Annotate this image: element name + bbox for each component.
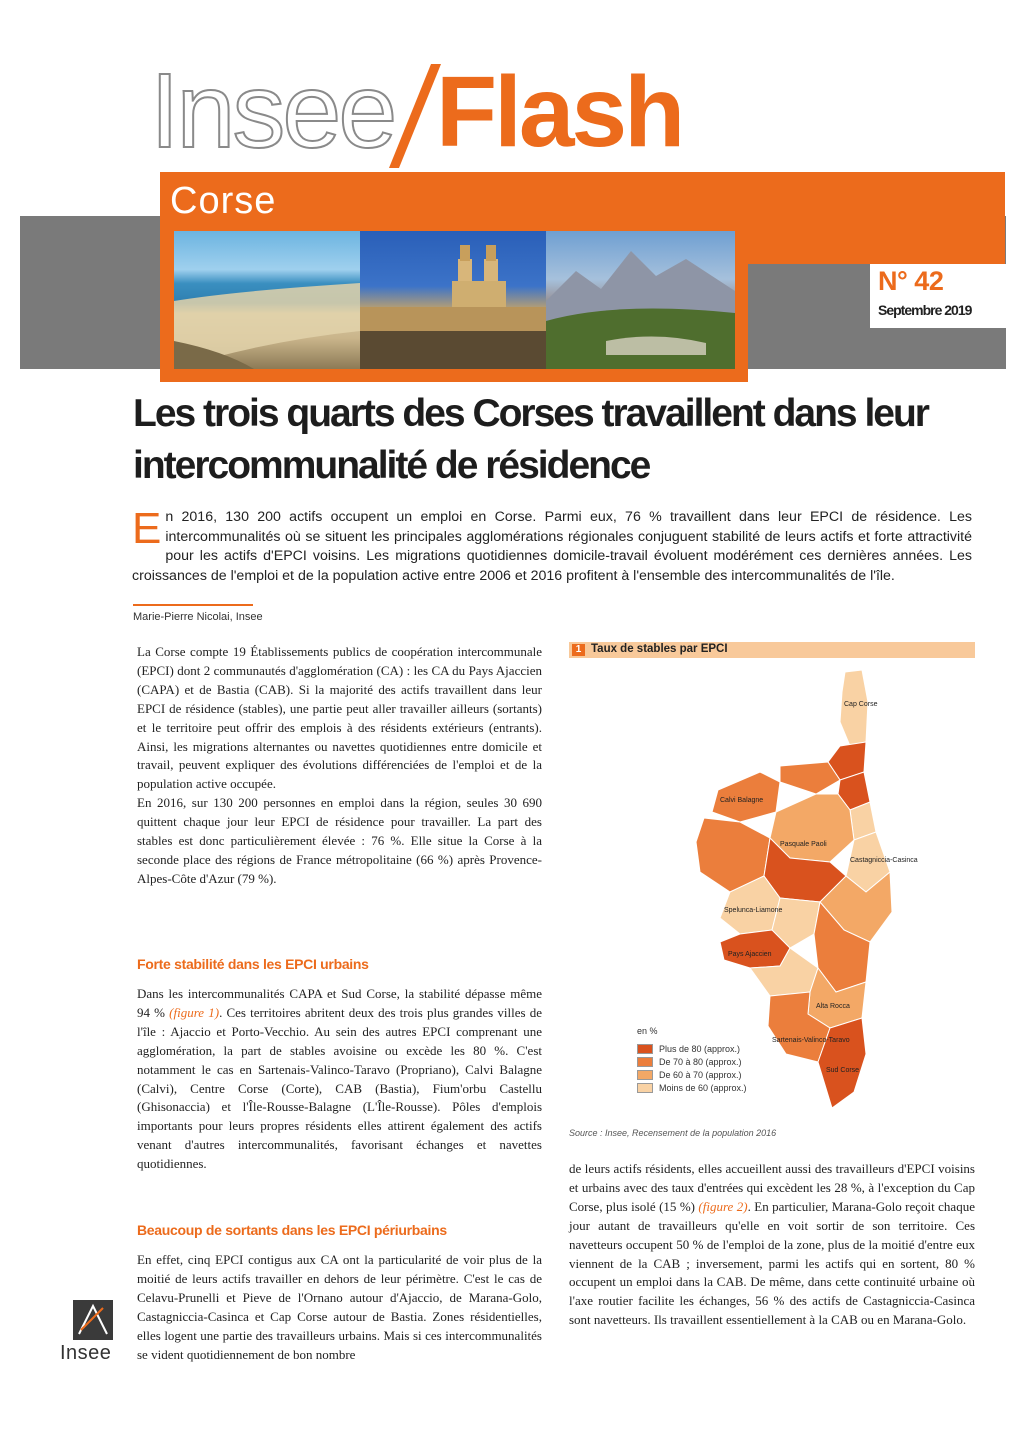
paragraph-stables-2016: En 2016, sur 130 200 personnes en emploi dans la région, seules 30 690 quittent chaque jour leur EPCI de résidence pour travailler. La part des stables est donc particulièrement élevée : 76 %. Elle situe la Corse à la seconde place des régions de France métropolitaine (66 %) après Provence-Alpes-Côte d'Azur (79 %). [137,795,542,886]
issue-date: Septembre 2019 [878,302,972,318]
paragraph-urban-stability [137,985,542,1174]
figure-source: Source : Insee, Recensement de la population 2016 [569,1128,777,1138]
map-label-castagniccia: Castagniccia-Casinca [850,857,918,864]
legend-swatch-3 [637,1070,653,1080]
legend-label-2: De 70 à 80 (approx.) [659,1056,742,1067]
map-label-sud-corse: Sud Corse [826,1067,860,1074]
figure-number: 1 [572,644,585,656]
right-col-text [569,1160,975,1330]
map-label-pays-ajaccien: Pays Ajaccien [728,951,772,958]
author-line: Marie-Pierre Nicolai, Insee [133,611,263,623]
map-label-alta-rocca: Alta Rocca [816,1003,850,1010]
map-label-spelunca: Spelunca-Liamone [724,907,783,914]
legend-label-1: Plus de 80 (approx.) [659,1043,741,1054]
legend-title: en % [637,1026,658,1036]
logo-slash [389,64,441,168]
legend-label-3: De 60 à 70 (approx.) [659,1069,742,1080]
logo-flash-text: Flash [436,56,683,168]
paragraph-periurban: En effet, cinq EPCI contigus aux CA ont la particularité de voir plus de la moitié de leurs actifs travailler en dehors de leur périmètre. C'est le cas de Celavu-Prunelli et Pieve de l'Ornano autour d'Ajaccio, de Marana-Golo, Castagniccia-Casinca et Cap Corse autour de Bastia. Zones résidentielles, elles logent une partie des travailleurs urbains. Mais si ces intercommunalités se vident quotidiennement de bon nombre [137,1252,542,1362]
paragraph-epci-intro: La Corse compte 19 Établissements publics de coopération intercommunale (EPCI) dont 2 communautés d'agglomération (CA) : les CA du Pays Ajaccien (CAPA) et de Bastia (CAB). Si la majorité des actifs travaillent dans leur EPCI de résidence (stables), une partie peut aller travailler ailleurs (sortants) et le territoire peut offrir des emplois à des résidents extérieurs (entrants). Ainsi, les migrations alternantes ou navettes quotidiennes entre domicile et travail, peuvent expliquer des évolutions différenciées de l'emploi et de la population active occupée. [137,644,542,792]
photo-mountains [546,231,735,369]
paragraph-urban-text-b: . Ces territoires abritent deux des trois plus grandes villes de l'île : Ajaccio et Porto-Vecchio. Au sein des autres EPCI comprenant une agglomération, la part de stables avoisine ou excède les 80 %. C'est notamment le cas en Sartenais-Valinco-Taravo (Propriano), Calvi Balagne (Calvi), Centre Corse (Corte), CAB (Bastia), Fium'orbu Castellu (Ghisonaccia) et l'Île-Rousse-Balagne (L'Île-Rousse). Pôles d'emplois importants pour leurs propres résidents elles attirent également des actifs venant d'autres intercommunalités, favorisant échanges et navettes quotidiennes. [137,1004,542,1172]
left-col-periurban [137,1251,542,1364]
legend-row-3 [637,1068,747,1081]
photo-town-church [360,231,546,369]
lead-underline [133,604,253,606]
issue-number: N° 42 [878,266,944,296]
lead-dropcap: E [132,504,162,553]
left-col-intro [137,643,542,889]
legend-label-4: Moins de 60 (approx.) [659,1082,747,1093]
paragraph-entrants-text-b: . En particulier, Marana-Golo reçoit chaque jour autant de travailleurs qu'elle en voit sortir de son territoire. Ces navetteurs occupent 50 % de l'emploi de la zone, plus de la moitié d'entre eux viennent de la CAB ; inversement, parmi les actifs qui en sortent, 80 % occupent un emploi dans la CAB. De même, dans cette continuité urbaine où l'axe routier facilite les échanges, 56 % des actifs de Castagniccia-Casinca sont navetteurs. Ils travaillent essentiellement à la CAB ou en Marana-Golo. [569,1198,975,1328]
paragraph-entrants-text-a: de leurs actifs résidents, elles accueillent aussi des travailleurs d'EPCI voisins et urbains avec des taux d'entrées qui excèdent les 28 %, à l'exception du Cap Corse, plus isolé (15 %) [569,1161,975,1214]
legend-swatch-2 [637,1057,653,1067]
map-label-calvi: Calvi Balagne [720,797,764,804]
article-title: Les trois quarts des Corses travaillent dans leur intercommunalité de résidence [133,392,928,487]
figure-1-link[interactable]: (figure 1) [169,1004,220,1020]
map-label-sartenais: Sartenais-Valinco-Taravo [772,1037,850,1044]
footer-insee-word: Insee [60,1342,112,1364]
section-heading-periurban: Beaucoup de sortants dans les EPCI périurbains [137,1222,447,1238]
footer-insee-logo [60,1300,124,1370]
left-col-urban [137,985,542,1174]
masthead-orange-band [748,172,1005,264]
figure-2-link[interactable]: (figure 2) [698,1198,748,1214]
legend-swatch-4 [637,1083,653,1093]
map-region-cap-corse [840,670,868,746]
section-heading-urban: Forte stabilité dans les EPCI urbains [137,956,369,972]
map-label-pasquale-paoli: Pasquale Paoli [780,841,827,848]
insee-mark-icon [73,1300,113,1340]
issue-box [870,264,1006,328]
legend-row-2 [637,1055,747,1068]
photo-beach [174,231,360,369]
lead-paragraph [132,504,972,586]
lead-text: n 2016, 130 200 actifs occupent un emploi en Corse. Parmi eux, 76 % travaillent dans leur EPCI de résidence. Les intercommunalités où se situent les principales agglomérations régionales conjuguent stabilité de leurs actifs et forte attractivité pour les actifs d'EPCI voisins. Les migrations quotidiennes domicile-travail évoluent modérément ces dernières années. Les croissances de l'emploi et de la population active entre 2006 et 2016 profitent à l'ensemble des intercommunalités de l'île. [132,509,972,584]
legend-row-1 [637,1042,747,1055]
logo-insee-text: Insee [150,52,395,170]
paragraph-urban-text-a: Dans les intercommunalités CAPA et Sud Corse, la stabilité dépasse même 94 % [137,986,542,1020]
map-label-cap-corse: Cap Corse [844,701,878,708]
legend-swatch-1 [637,1044,653,1054]
map-region-ile-rousse [780,762,840,794]
figure-header [569,642,975,658]
region-label: Corse [170,180,277,222]
figure-title: Taux de stables par EPCI [591,643,728,655]
map-legend [637,1026,747,1094]
paragraph-entrants [569,1160,975,1330]
legend-row-4 [637,1081,747,1094]
